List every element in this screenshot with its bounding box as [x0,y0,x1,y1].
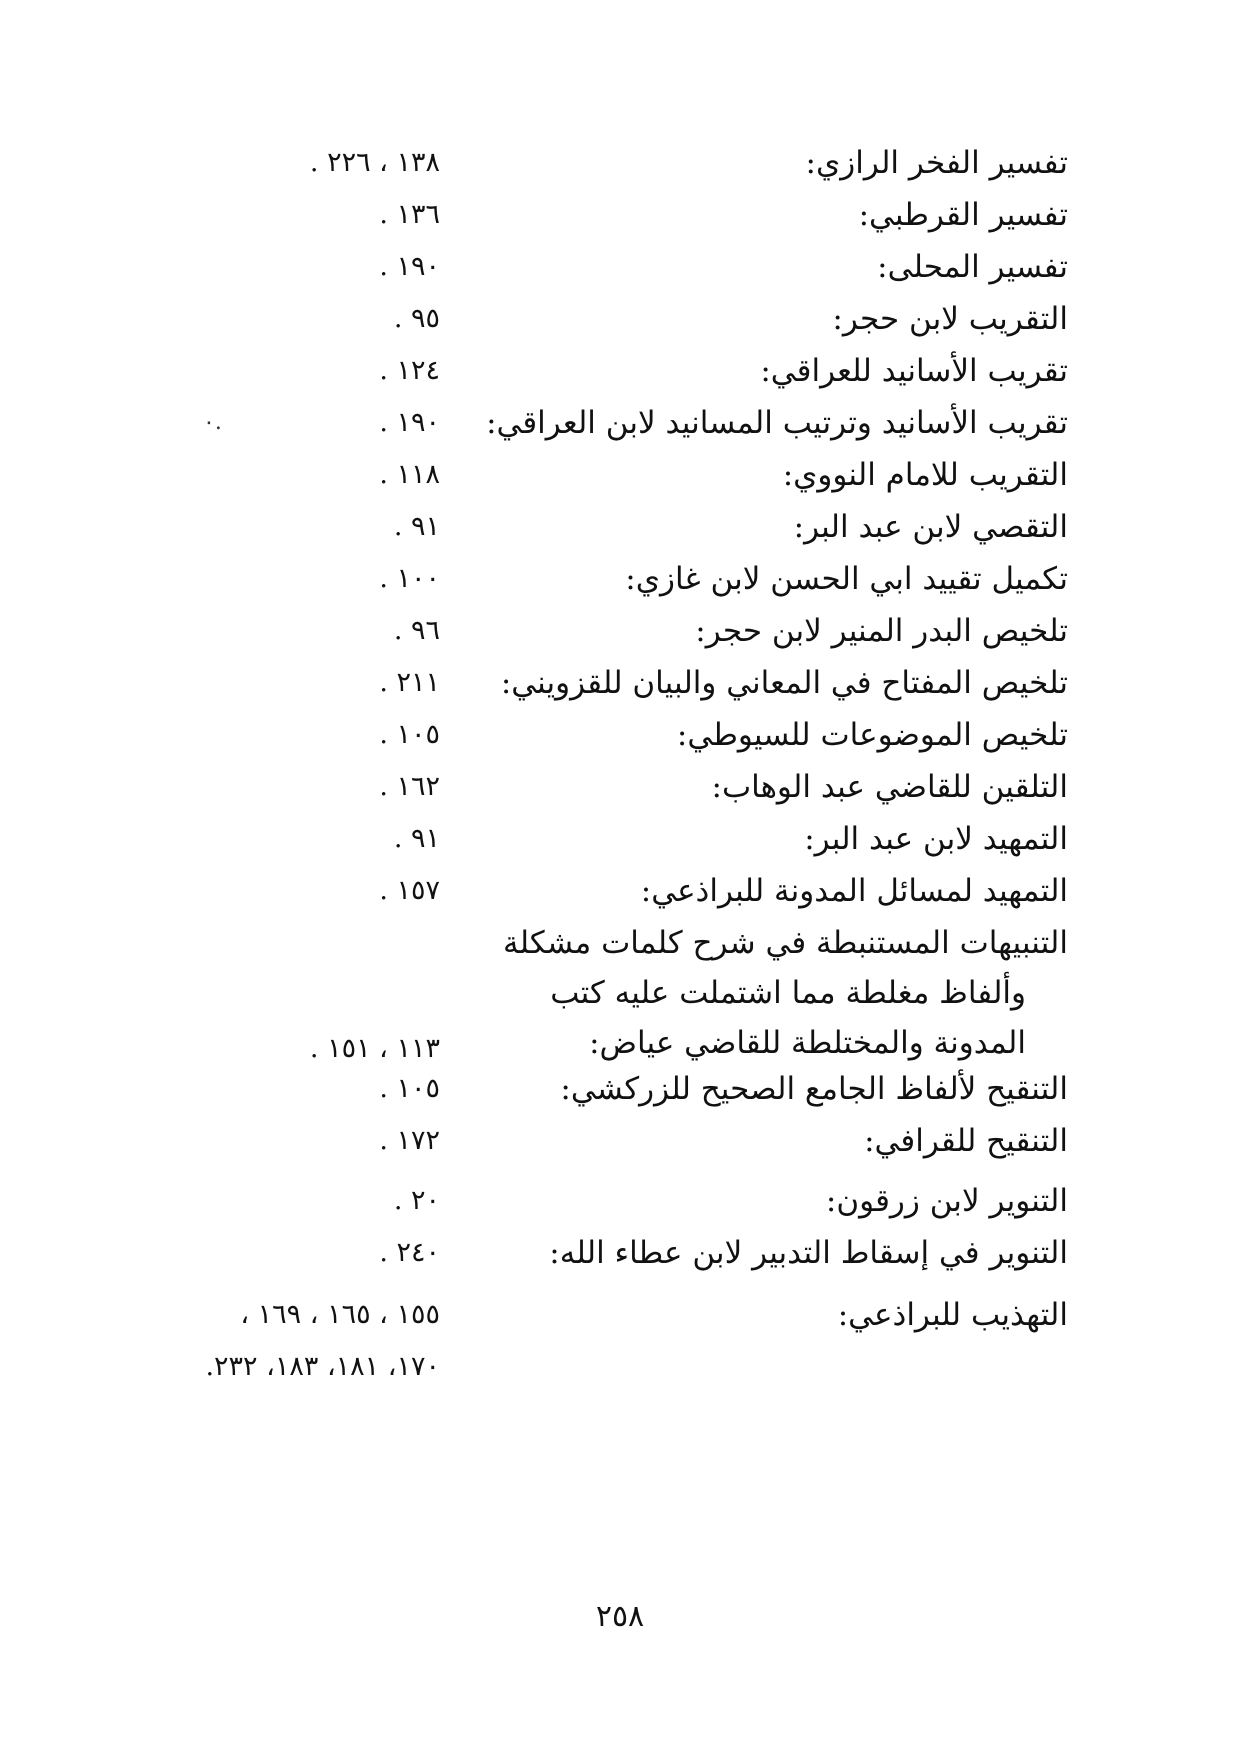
entry-pages: ١٣٨ ، ٢٢٦ . [309,147,440,178]
entry-title-line: التمهيد لمسائل المدونة للبراذعي: [640,873,1068,909]
entry-title [864,1116,1068,1166]
entry-title-line: تفسير الفخر الرازي: [805,145,1068,181]
index-entry [0,242,1240,302]
entry-title-line: المدونة والمختلطة للقاضي عياض: [589,1025,1026,1061]
index-entry [0,1116,1240,1176]
entry-title [859,190,1068,240]
entry-pages: ٩٥ . [393,303,440,334]
index-entry-continued [0,1342,1240,1402]
entry-pages: ٩٦ . [393,615,440,646]
index-entry [0,1064,1240,1124]
entry-title-line: تفسير المحلى: [877,249,1068,285]
entry-title-line: تلخيص المفتاح في المعاني والبيان للقزويني: [500,665,1068,701]
entry-title-line: التقريب لابن حجر: [832,301,1068,337]
entry-title-line: التنوير في إسقاط التدبير لابن عطاء الله: [549,1235,1068,1271]
entry-title [695,606,1068,656]
entry-title [794,502,1068,552]
entry-pages: ١٩٠ . [379,251,440,282]
entry-pages: ٢١١ . [379,667,440,698]
entry-title [560,1064,1068,1114]
entry-pages: ١٩٠ . [379,407,440,438]
entry-title-line: تقريب الأسانيد وترتيب المسانيد لابن العراقي: [486,405,1068,441]
index-entry [0,294,1240,354]
entry-pages: ١٣٦ . [379,199,440,230]
entry-pages: ٩١ . [393,511,440,542]
entry-pages: ١٥٧ . [379,875,440,906]
entry-pages: ١١٨ . [379,459,440,490]
index-entry [0,1290,1240,1350]
entry-pages-continued: ١٧٠، ١٨١، ١٨٣، ٢٣٢. [205,1351,440,1382]
index-entry [0,554,1240,614]
entry-title [832,294,1068,344]
entry-title [641,866,1068,916]
entry-title-line: التهذيب للبراذعي: [837,1297,1068,1333]
index-entry [0,762,1240,822]
entry-title-line: التنبيهات المستنبطة في شرح كلمات مشكلة [503,925,1068,961]
entry-title [783,450,1068,500]
entry-pages: ١٢٤ . [379,355,440,386]
entry-title-line: تكميل تقييد ابي الحسن لابن غازي: [625,561,1068,597]
index-entry [0,346,1240,406]
index-entry [0,450,1240,510]
entry-pages: ١٠٥ . [379,719,440,750]
entry-title-line: التقصي لابن عبد البر: [793,509,1068,545]
entry-title [877,242,1068,292]
entry-title-line: التلقين للقاضي عبد الوهاب: [711,769,1068,805]
index-entry [0,710,1240,770]
entry-pages: ١٠٥ . [379,1073,440,1104]
entry-title [677,710,1068,760]
entry-title [625,554,1068,604]
index-entry [0,502,1240,562]
index-entry [0,866,1240,926]
entry-title [549,1228,1068,1278]
entry-title-line: تلخيص البدر المنير لابن حجر: [695,613,1068,649]
entry-title [501,658,1068,708]
entry-title-line: التقريب للامام النووي: [782,457,1068,493]
index-entry [0,1176,1240,1236]
entry-title [503,918,1068,1068]
entry-title-line: التنوير لابن زرقون: [825,1183,1068,1219]
entry-title-line: التنقيح لألفاظ الجامع الصحيح للزركشي: [560,1071,1068,1107]
entry-title-line: تلخيص الموضوعات للسيوطي: [676,717,1068,753]
index-entry [0,658,1240,718]
entry-title [806,138,1068,188]
entry-pages: ١٦٢ . [379,771,440,802]
index-entry [0,918,1240,1064]
index-entry [0,606,1240,666]
index-entry [0,814,1240,874]
entry-title-line: تقريب الأسانيد للعراقي: [760,353,1068,389]
entry-pages: ١١٣ ، ١٥١ . [309,1033,440,1064]
index-entry [0,1228,1240,1288]
index-entry [0,190,1240,250]
entry-pages: ١٧٢ . [379,1125,440,1156]
entry-pages: ١٥٥ ، ١٦٥ ، ١٦٩ ، [240,1299,440,1330]
entry-title [760,346,1068,396]
print-speck: ٠. [203,410,222,435]
entry-title [486,398,1068,448]
index-entry [0,138,1240,198]
entry-pages: ٢٤٠ . [379,1237,440,1268]
entry-title [826,1176,1068,1226]
entry-title [804,814,1068,864]
page-number: ٢٥٨ [595,1599,645,1634]
entry-pages: ١٠٠ . [379,563,440,594]
entry-title-line: التمهيد لابن عبد البر: [804,821,1068,857]
entry-title-line: التنقيح للقرافي: [864,1123,1068,1159]
entry-title [712,762,1069,812]
index-entry [0,398,1240,458]
entry-pages: ٢٠ . [393,1185,440,1216]
entry-title-line: تفسير القرطبي: [858,197,1068,233]
entry-pages: ٩١ . [393,823,440,854]
entry-title [838,1290,1068,1340]
entry-title-line: وألفاظ مغلطة مما اشتملت عليه كتب [550,975,1026,1011]
